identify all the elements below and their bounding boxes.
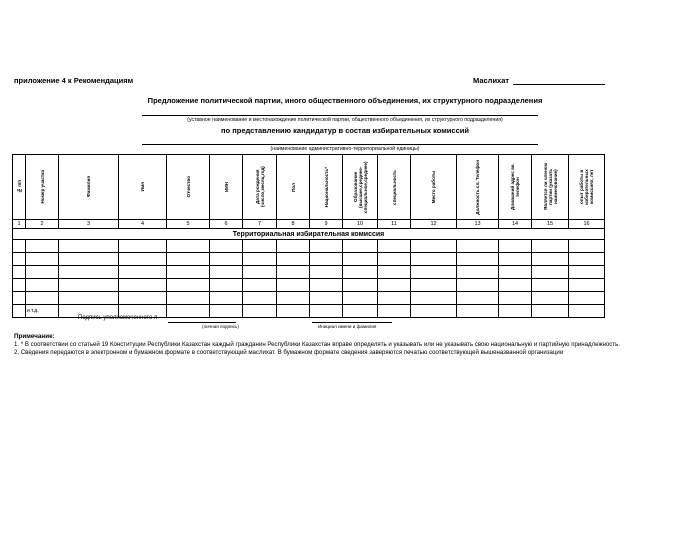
column-number: 5: [167, 220, 210, 229]
column-header: Национальность*: [310, 155, 343, 220]
column-header: Дата рождения (число,месяц,год): [243, 155, 277, 220]
section-row: [13, 229, 605, 240]
table-row: [13, 253, 605, 266]
territory-fill-line: [142, 144, 538, 145]
column-header: Фамилия: [59, 155, 119, 220]
signature-caption: (личная подпись): [202, 324, 239, 329]
column-header: № п/п: [13, 155, 26, 220]
column-header: Образование (высшее,среднее-специальное,среднее): [343, 155, 378, 220]
column-number: 8: [277, 220, 310, 229]
maslihat-fill-line: [513, 84, 605, 85]
column-header: Является ли членом партии (указать наименование): [532, 155, 569, 220]
column-header: специальность: [378, 155, 411, 220]
territory-caption: (наименование административно-территориальной единицы): [270, 146, 420, 152]
header-row: [13, 155, 605, 220]
column-header: опыт работы в избирательных комиссиях, лет: [569, 155, 605, 220]
table-row: [13, 266, 605, 279]
column-number: 12: [411, 220, 457, 229]
column-number: 9: [310, 220, 343, 229]
column-number: 10: [343, 220, 378, 229]
document-title: Предложение политической партии, иного общественного объединения, их структурного подразделения: [147, 96, 543, 105]
etc-label: и т.д.: [26, 305, 59, 318]
column-number: 16: [569, 220, 605, 229]
organization-fill-line: [142, 115, 538, 116]
section-title: Территориальная избирательная комиссия: [13, 229, 605, 240]
column-header: Место работы: [411, 155, 457, 220]
signature-label: Подпись уполномоченного л: [78, 315, 158, 321]
column-header: Домашний адрес вк. телефон: [499, 155, 532, 220]
column-number: 4: [119, 220, 167, 229]
note-item: 2. Сведения передаются в электронном и бумажном формате в соответствующий маслихат. В бумажном формате сведения заверяются печатью соответствующей вышеназванной организации: [14, 349, 564, 356]
column-number: 2: [26, 220, 59, 229]
table-row: [13, 292, 605, 305]
column-header: Номер участка: [26, 155, 59, 220]
column-number: 3: [59, 220, 119, 229]
column-number: 6: [210, 220, 243, 229]
signature-line: [168, 322, 236, 323]
table-row: [13, 240, 605, 253]
column-header: Отчество: [167, 155, 210, 220]
table-row: [13, 279, 605, 292]
column-number: 15: [532, 220, 569, 229]
column-number: 7: [243, 220, 277, 229]
note-item: 1. * В соответствии со статьей 19 Конституции Республики Казахстан каждый гражданин Республики Казахстан вправе определять и указывать или не указывать свою национальную и партийную принадлежность.: [14, 341, 621, 348]
organization-caption: (уставное наименование и местонахождение политической партии, общественного объединения, их структурного подразделения): [187, 117, 503, 123]
column-header: Должность сл. Телефон: [457, 155, 499, 220]
column-header: Имя: [119, 155, 167, 220]
column-number: 11: [378, 220, 411, 229]
column-header: ИИН: [210, 155, 243, 220]
document-subtitle: по представлению кандидатур в состав избирательных комиссий: [221, 126, 469, 135]
candidates-table: [12, 154, 605, 318]
column-number-row: [13, 220, 605, 229]
column-number: 14: [499, 220, 532, 229]
column-header: Пол: [277, 155, 310, 220]
notes-title: Примечание:: [14, 333, 55, 340]
maslihat-label: Маслихат: [473, 76, 510, 85]
name-line: [312, 322, 392, 323]
column-number: 13: [457, 220, 499, 229]
name-caption: Инициал имени и фамилия: [318, 324, 377, 329]
appendix-reference: приложение 4 к Рекомендациям: [14, 76, 134, 85]
column-number: 1: [13, 220, 26, 229]
